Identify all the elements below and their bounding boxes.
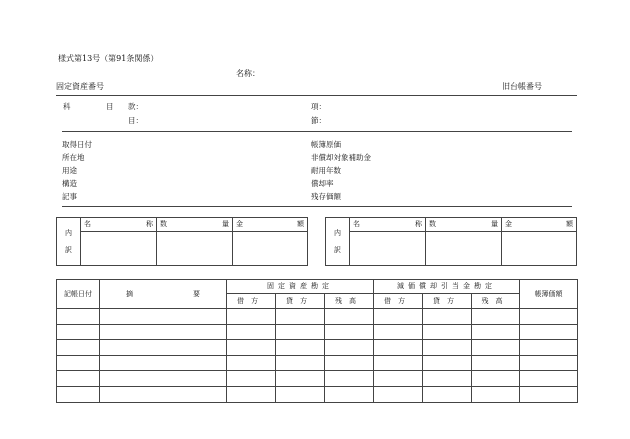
breakdown-col-name: 名 称 <box>81 218 157 232</box>
classification-rule <box>62 131 572 132</box>
breakdown-cell[interactable] <box>426 232 502 266</box>
header-rule <box>56 95 577 96</box>
detail-non-depreciable-subsidy: 非償却対象補助金 <box>311 153 371 162</box>
detail-structure: 構造 <box>62 179 77 188</box>
table-row <box>57 340 578 356</box>
ledger-table <box>56 279 578 403</box>
breakdown-col-amount: 金 額 <box>502 218 577 232</box>
detail-residual-value: 残存価額 <box>311 192 341 201</box>
detail-acquisition-date: 取得日付 <box>62 140 92 149</box>
details-rule <box>62 206 572 207</box>
fixed-asset-account-header: 固定資産勘定 <box>227 280 374 294</box>
fixed-credit-header: 貸方 <box>276 294 325 309</box>
detail-notes: 記事 <box>62 192 77 201</box>
detail-location: 所在地 <box>62 153 85 162</box>
depreciation-account-header: 減価償却引当金勘定 <box>374 280 520 294</box>
clause-label: 項： <box>311 102 326 111</box>
breakdown-cell[interactable] <box>502 232 577 266</box>
table-row <box>57 355 578 371</box>
breakdown-col-qty: 数 量 <box>426 218 502 232</box>
fixed-debit-header: 借方 <box>227 294 276 309</box>
fixed-balance-header: 残高 <box>325 294 374 309</box>
detail-use: 用途 <box>62 166 77 175</box>
name-label: 名称： <box>236 69 260 78</box>
detail-book-cost: 帳簿原価 <box>311 140 341 149</box>
subitem-label: 目： <box>128 116 143 125</box>
table-row <box>57 324 578 340</box>
table-row <box>57 386 578 402</box>
breakdown-table-right <box>325 217 577 266</box>
node-label: 節： <box>311 116 326 125</box>
ledger-date-header: 記帳日付 <box>57 280 100 309</box>
breakdown-table-left <box>56 217 308 266</box>
table-row <box>57 309 578 325</box>
depr-debit-header: 借方 <box>374 294 423 309</box>
book-value-header: 帳簿価額 <box>520 280 578 309</box>
breakdown-cell[interactable] <box>233 232 308 266</box>
detail-depreciation-rate: 償却率 <box>311 179 334 188</box>
depr-balance-header: 残高 <box>472 294 520 309</box>
breakdown-col-name: 名 称 <box>350 218 426 232</box>
item-label: 目 <box>106 102 114 111</box>
table-row <box>57 371 578 387</box>
old-ledger-label: 旧台帳番号 <box>502 82 542 91</box>
subject-label: 科 <box>63 102 71 111</box>
breakdown-cell[interactable] <box>81 232 157 266</box>
form-number: 様式第13号（第91条関係） <box>58 54 159 63</box>
detail-useful-life: 耐用年数 <box>311 166 341 175</box>
ledger-summary-header: 摘 要 <box>100 280 227 309</box>
breakdown-side-label: 内 訳 <box>326 218 350 266</box>
breakdown-col-amount: 金 額 <box>233 218 308 232</box>
section-label: 款： <box>128 102 143 111</box>
breakdown-cell[interactable] <box>350 232 426 266</box>
depr-credit-header: 貸方 <box>423 294 472 309</box>
breakdown-col-qty: 数 量 <box>157 218 233 232</box>
breakdown-side-label: 内 訳 <box>57 218 81 266</box>
asset-number-label: 固定資産番号 <box>56 82 104 91</box>
breakdown-cell[interactable] <box>157 232 233 266</box>
